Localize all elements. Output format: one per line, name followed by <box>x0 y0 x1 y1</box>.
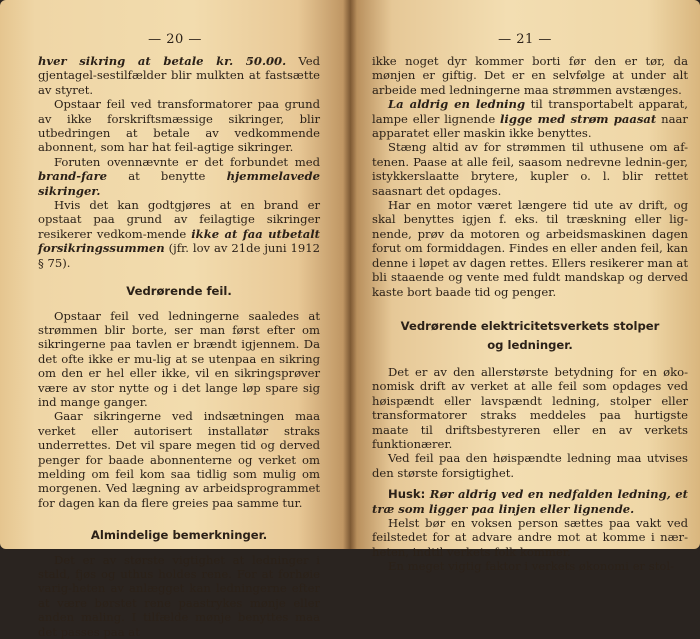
right-page-text <box>372 54 688 574</box>
paragraph-fine-continuation: hver sikring at betale kr. 50.00. Ved gjentagel-sestilfælder blir mulkten at fastsætte av styret. <box>38 54 321 97</box>
left-page-text <box>38 54 320 639</box>
paragraph-report-faults: Gaar sikringerne ved indsætningen maa verket eller autorisert installatør straks underrettes. Det vil spare megen tid og derved penger for baade abonnenterne og verket om melding om feil kom saa tidlig som mulig om morgenen. Ved lægning av arbeidsprogrammet for dagen kan da flere greies paa samme tur. <box>38 409 320 510</box>
heading-general-remarks: Almindelige bemerkninger. <box>90 528 268 543</box>
paragraph-transformer-fault: Opstaar feil ved transformatorer paa grund av ikke forskriftsmæssige sikringer, blir utbedringen at betale av vedkommende abonnent, som har hat feil-agtige sikringer. <box>38 97 320 155</box>
heading-faults: Vedrørende feil. <box>126 284 232 299</box>
paragraph-guard-site: Helst bør en voksen person sættes paa vakt ved feilstedet for at advare andre mot at komme i nær-heten, indtil verkets folk kommer. <box>372 515 688 559</box>
paragraph-report-line-faults: Det er av den allerstørste betydning for en øko-nomisk drift av verket at alle feil som opdages ved høispændt eller lavspændt ledning, stolper eller transformatorer straks meddeles paa hurtigste maate til driftsbestyreren eller en av verkets funktionærer. <box>372 364 688 451</box>
paragraph-economy-factor: En meget vigtig faktor i verkets økonomi er stol- <box>388 559 674 574</box>
heading-poles-and-lines: Vedrørende elektricitetsverkets stolper og ledninger. <box>400 318 660 352</box>
paragraph-motor-test: Har en motor været længere tid ute av drift, og skal benyttes igjen f. eks. til træskning eller lig-nende, prøv da motoren og arbeidsmaskinen dagen forut om formiddagen. Findes en eller anden feil, kan denne i løpet av dagen rettes. Ellers resikerer man at bli staaende og vente med fuldt mandskap og derved kaste bort baade tid og penger. <box>372 198 688 299</box>
right-page <box>350 0 700 574</box>
paragraph-insurance: Hvis det kan godtgjøres at en brand er opstaat paa grund av feilagtige sikringer resikerer vedkom-mende ikke at faa utbetalt forsikringssummen (jfr. lov av 21de juni 1912 § 75). <box>38 198 320 270</box>
paragraph-clean-wires: Det er av største vigtighet at ledninger i stald, fjøs og uthus holdes rene. For at forhøie varig-heten av anlægget kan ledningerne efter at være børstet rene paastrykes mønje eller anden maling. I tilfælde mønje benyttes maa det passes paa at <box>38 552 320 639</box>
page-number-21: — 21 — <box>498 32 552 47</box>
paragraph-paint-drying: ikke noget dyr kommer borti før den er tør, da mønjen er giftig. Det er en selvfølge at under alt arbeide med ledningerne maa strømmen avstænges. <box>372 54 688 97</box>
paragraph-switch-off-evening: Stæng altid av for strømmen til uthusene om af-tenen. Paase at alle feil, saasom nedrevne lednin-ger, istykkerslaatte brytere, kupler o. l. blir rettet saasnart det opdages. <box>372 140 688 198</box>
paragraph-never-leave-powered: La aldrig en ledning til transportabelt apparat, lampe eller lignende ligge med strøm paasat naar apparatet eller maskin ikke benyttes. <box>372 97 688 141</box>
warning-husk: Husk: Rør aldrig ved en nedfalden ledning, et træ som ligger paa linjen eller lignende. <box>372 487 688 516</box>
fine-amount: hver sikring at betale kr. 50.00. <box>38 54 287 68</box>
page-number-20: — 20 — <box>148 32 202 47</box>
paragraph-fuse-check: Opstaar feil ved ledningerne saaledes at strømmen blir borte, ser man først efter om sikringerne paa tavlen er brændt igjennem. Da det ofte ikke er mu-lig at se utenpaa en sikring om den er hel eller ikke, vil en sikringsprøver være av stor nytte og i det lange løp spare sig ind mange ganger. <box>38 308 320 409</box>
book-gutter <box>343 0 357 549</box>
paragraph-fire-hazard: Foruten ovennævnte er det forbundet med brand-fare at benytte hjemmelavede sikringer. <box>38 154 320 198</box>
paragraph-high-voltage-caution: Ved feil paa den høispændte ledning maa utvises den største forsigtighet. <box>372 451 688 480</box>
warning-label: Husk: <box>388 487 426 502</box>
